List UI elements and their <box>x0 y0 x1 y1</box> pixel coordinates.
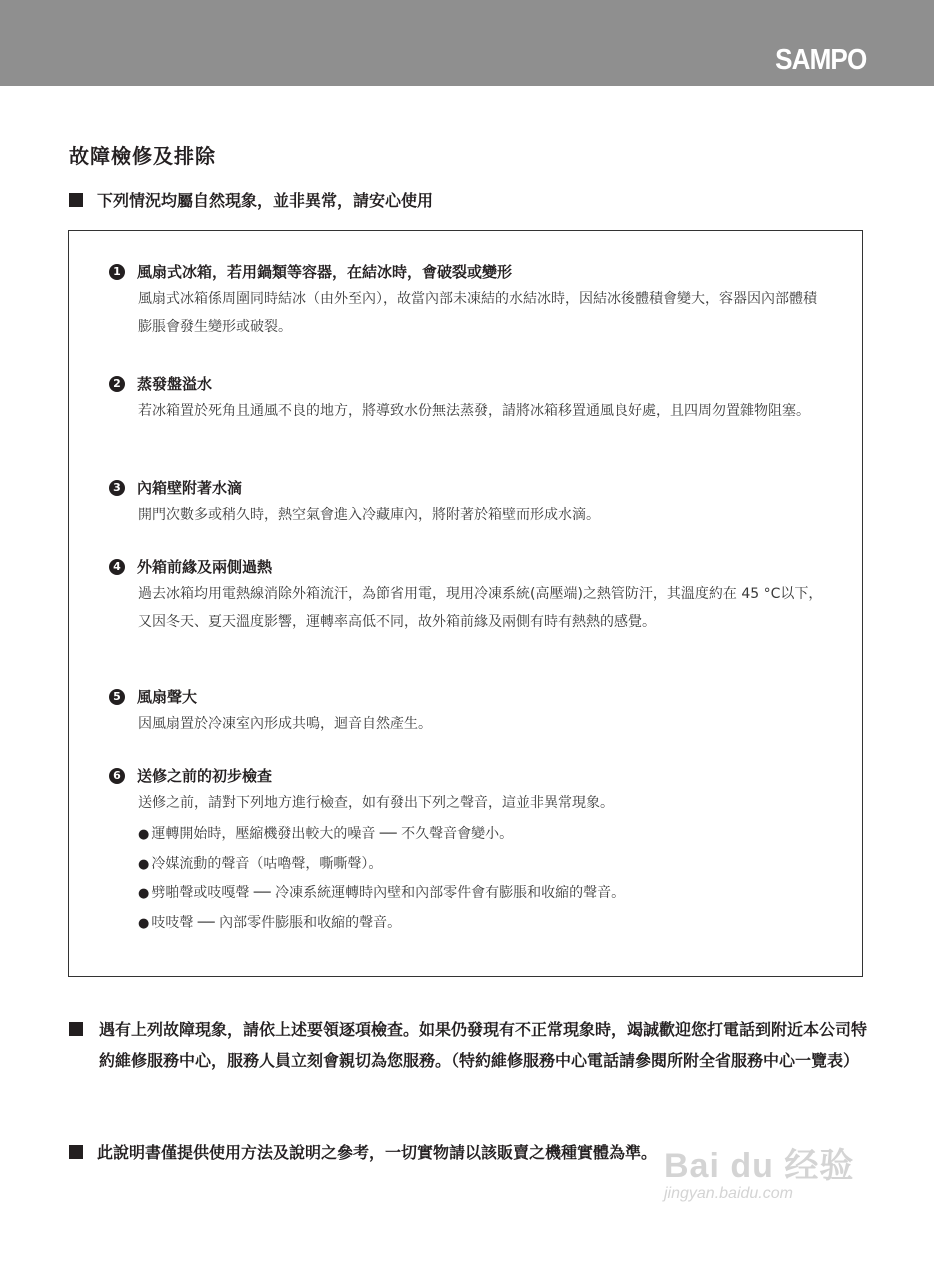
page-title: 故障檢修及排除 <box>69 144 216 168</box>
list-item: ● 冷媒流動的聲音（咕嚕聲，嘶嘶聲）。 <box>138 855 383 872</box>
watermark-logo: Bai du 经验 <box>664 1147 855 1185</box>
section-disclaimer <box>69 1137 657 1169</box>
square-bullet-icon <box>69 1022 83 1036</box>
number-3-icon: 3 <box>109 480 125 496</box>
item-title: 內箱壁附著水滴 <box>137 479 243 497</box>
item-title: 外箱前緣及兩側過熱 <box>137 558 273 576</box>
item-description: 若冰箱置於死角且通風不良的地方，將導致水份無法蒸發，請將冰箱移置通風良好處，且四周勿置雜物阻塞。 <box>138 403 810 419</box>
bullet-dot-icon: ● <box>138 886 150 901</box>
sound-list <box>138 820 829 938</box>
list-item: ● 吱吱聲 ── 內部零件膨脹和收縮的聲音。 <box>138 914 402 931</box>
item-title: 蒸發盤溢水 <box>137 375 213 393</box>
item-1 <box>109 259 829 341</box>
item-description: 送修之前，請對下列地方進行檢查，如有發出下列之聲音，這並非異常現象。 <box>138 795 614 811</box>
baidu-watermark <box>664 1138 854 1203</box>
square-bullet-icon <box>69 1145 83 1159</box>
number-4-icon: 4 <box>109 559 125 575</box>
number-1-icon: 1 <box>109 264 125 280</box>
section-heading-natural <box>69 185 433 217</box>
service-notice-text: 遇有上列故障現象，請依上述要領逐項檢查。如果仍發現有不正常現象時，竭誠歡迎您打電話到附近本公司特約維修服務中心，服務人員立刻會親切為您服務。（特約維修服務中心電話請參閱所附全省服務中心一覽表） <box>99 1020 868 1070</box>
bullet-dot-icon: ● <box>138 827 150 842</box>
brand-logo: SAMPO <box>774 44 866 76</box>
section-service-notice <box>69 1014 869 1076</box>
item-title: 風扇聲大 <box>137 688 198 706</box>
bullet-dot-icon: ● <box>138 856 150 872</box>
section-heading-text: 下列情況均屬自然現象，並非異常，請安心使用 <box>97 191 434 210</box>
square-bullet-icon <box>69 193 83 207</box>
list-item: ● 劈啪聲或吱嘎聲 ── 冷凍系統運轉時內壁和內部零件會有膨脹和收縮的聲音。 <box>138 885 626 901</box>
watermark-url: jingyan.baidu.com <box>664 1185 793 1202</box>
disclaimer-text: 此說明書僅提供使用方法及說明之參考，一切實物請以該販賣之機種實體為準。 <box>97 1143 658 1162</box>
item-2 <box>109 371 829 425</box>
item-description: 因風扇置於冷凍室內形成共鳴，迴音自然產生。 <box>138 716 432 732</box>
notice-box <box>68 230 863 977</box>
item-description: 風扇式冰箱係周圍同時結冰（由外至內），故當內部未凍結的水結冰時，因結冰後體積會變大，容器因內部體積膨脹會發生變形或破裂。 <box>138 291 817 335</box>
bullet-dot-icon: ● <box>138 915 150 931</box>
list-item: ● 運轉開始時，壓縮機發出較大的噪音 ── 不久聲音會變小。 <box>138 826 514 842</box>
item-title: 風扇式冰箱，若用鍋類等容器，在結冰時，會破裂或變形 <box>137 263 513 281</box>
item-5 <box>109 684 829 738</box>
header-bar <box>0 0 934 86</box>
item-description: 開門次數多或稍久時，熱空氣會進入冷藏庫內，將附著於箱壁而形成水滴。 <box>138 507 600 523</box>
item-6 <box>109 763 829 938</box>
number-5-icon: 5 <box>109 689 125 705</box>
item-description: 過去冰箱均用電熱線消除外箱流汗，為節省用電，現用冷凍系統(高壓端)之熱管防汗，其溫度約在 45 °C以下，又因冬天、夏天溫度影響，運轉率高低不同，故外箱前緣及兩側有時有熱熱的感覺。 <box>138 586 823 630</box>
number-2-icon: 2 <box>109 376 125 392</box>
item-4 <box>109 554 829 636</box>
item-title: 送修之前的初步檢查 <box>137 767 273 785</box>
number-6-icon: 6 <box>109 768 125 784</box>
item-3 <box>109 475 829 529</box>
